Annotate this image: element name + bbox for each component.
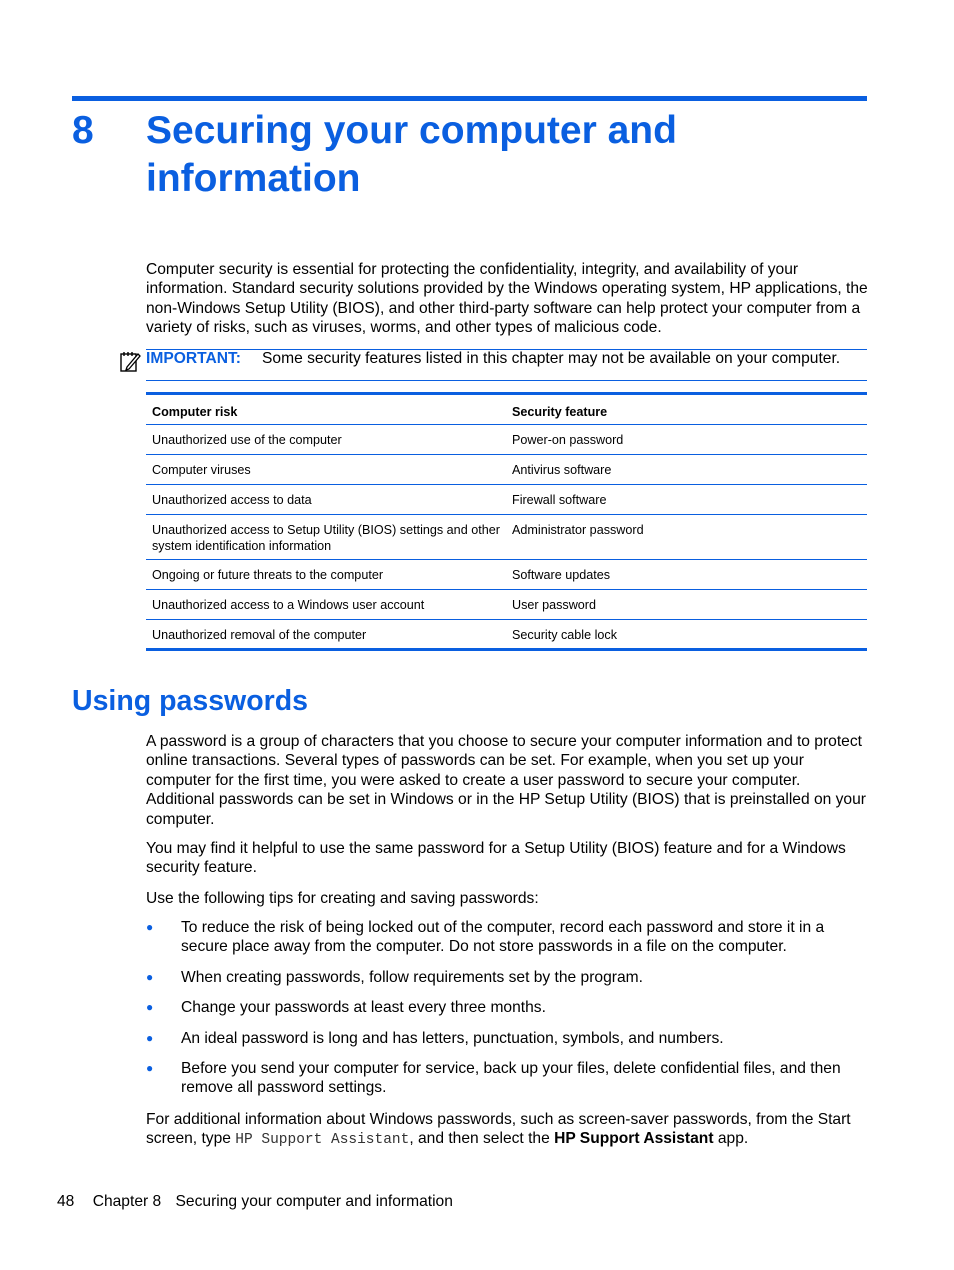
- footer-chapter: Chapter 8: [92, 1193, 162, 1210]
- passwords-final-paragraph: [146, 1110, 868, 1151]
- table-row: [146, 455, 867, 485]
- feature-cell: Power-on password: [506, 425, 867, 455]
- final-text-pre: For additional information about Windows passwords, such as screen-saver passwords, from the Start screen, type: [146, 1111, 851, 1148]
- bullet-icon: ●: [146, 969, 154, 984]
- risk-cell: Unauthorized removal of the computer: [152, 628, 367, 642]
- table-row: [146, 515, 867, 560]
- table-row: [146, 425, 867, 455]
- table-row: [146, 620, 867, 650]
- list-item: [146, 998, 868, 1017]
- intro-paragraph: Computer security is essential for protecting the confidentiality, integrity, and availability of your information. Standard security solutions provided by the Windows operating system, HP applications, the non-Windows Setup Utility (BIOS), and other third-party software can help protect your computer from a variety of risks, such as viruses, worms, and other types of malicious code.: [146, 261, 868, 337]
- important-text: Some security features listed in this chapter may not be available on your computer.: [262, 350, 841, 367]
- feature-cell: Security cable lock: [512, 628, 617, 642]
- tip-text: An ideal password is long and has letters, punctuation, symbols, and numbers.: [181, 1029, 724, 1047]
- feature-cell: Administrator password: [506, 515, 867, 560]
- page-number: 48: [57, 1193, 75, 1210]
- table-row: [146, 485, 867, 515]
- final-text-code: HP Support Assistant: [235, 1132, 410, 1149]
- feature-cell: Firewall software: [506, 485, 867, 515]
- list-item: [146, 968, 868, 987]
- passwords-paragraph-3: Use the following tips for creating and saving passwords:: [146, 890, 539, 907]
- list-item: [146, 1029, 868, 1048]
- passwords-paragraph-1: A password is a group of characters that you choose to secure your computer information and to protect online transactions. Several types of passwords can be set. For example, when you set up your computer for the first time, you were asked to create a user password to secure your computer. Additional passwords can be set in Windows or in the HP Setup Utility (BIOS) that is preinstalled on your computer.: [146, 733, 866, 828]
- final-text-post: app.: [713, 1130, 749, 1148]
- risk-cell: Ongoing or future threats to the computer: [146, 560, 506, 590]
- chapter-number: 8: [72, 109, 94, 152]
- tip-text: Change your passwords at least every three months.: [181, 999, 546, 1017]
- table-row: [146, 560, 867, 590]
- feature-cell: User password: [506, 590, 867, 620]
- final-text-bold: HP Support Assistant: [554, 1130, 714, 1148]
- chapter-title: Securing your computer and information: [146, 109, 677, 200]
- note-pencil-icon: [118, 349, 142, 373]
- header-computer-risk: Computer risk: [146, 394, 506, 425]
- list-item: [146, 918, 868, 957]
- risk-feature-table: [146, 392, 867, 651]
- header-security-feature: Security feature: [506, 394, 867, 425]
- risk-cell: Unauthorized access to data: [146, 485, 506, 515]
- list-item: [146, 1059, 868, 1098]
- tip-text: When creating passwords, follow requirements set by the program.: [181, 968, 643, 986]
- tip-text: Before you send your computer for service, back up your files, delete confidential files, and then remove all password settings.: [181, 1060, 841, 1097]
- passwords-paragraph-2: You may find it helpful to use the same password for a Setup Utility (BIOS) feature and for a Windows security feature.: [146, 840, 846, 877]
- bullet-icon: ●: [146, 1061, 154, 1076]
- section-title-using-passwords: Using passwords: [72, 685, 308, 717]
- password-tips-list: [146, 918, 868, 1098]
- footer-title: Securing your computer and information: [175, 1193, 453, 1210]
- risk-cell: Unauthorized access to a Windows user account: [146, 590, 506, 620]
- page-footer: [57, 1192, 467, 1211]
- feature-cell: Antivirus software: [506, 455, 867, 485]
- bullet-icon: ●: [146, 920, 154, 934]
- risk-cell: Unauthorized use of the computer: [146, 425, 506, 455]
- important-label: IMPORTANT:: [146, 350, 241, 367]
- tip-text: To reduce the risk of being locked out of the computer, record each password and store it in a secure place away from the computer. Do not store passwords in a file on the computer.: [181, 919, 825, 956]
- chapter-top-rule: [72, 96, 867, 101]
- final-text-mid: , and then select the: [409, 1130, 555, 1148]
- risk-cell: Computer viruses: [146, 455, 506, 485]
- bullet-icon: ●: [146, 1030, 154, 1045]
- bullet-icon: ●: [146, 1000, 154, 1015]
- table-header-row: [146, 394, 867, 425]
- table-row: [146, 590, 867, 620]
- feature-cell: Software updates: [506, 560, 867, 590]
- risk-cell: Unauthorized access to Setup Utility (BIOS) settings and other system identification information: [146, 515, 506, 560]
